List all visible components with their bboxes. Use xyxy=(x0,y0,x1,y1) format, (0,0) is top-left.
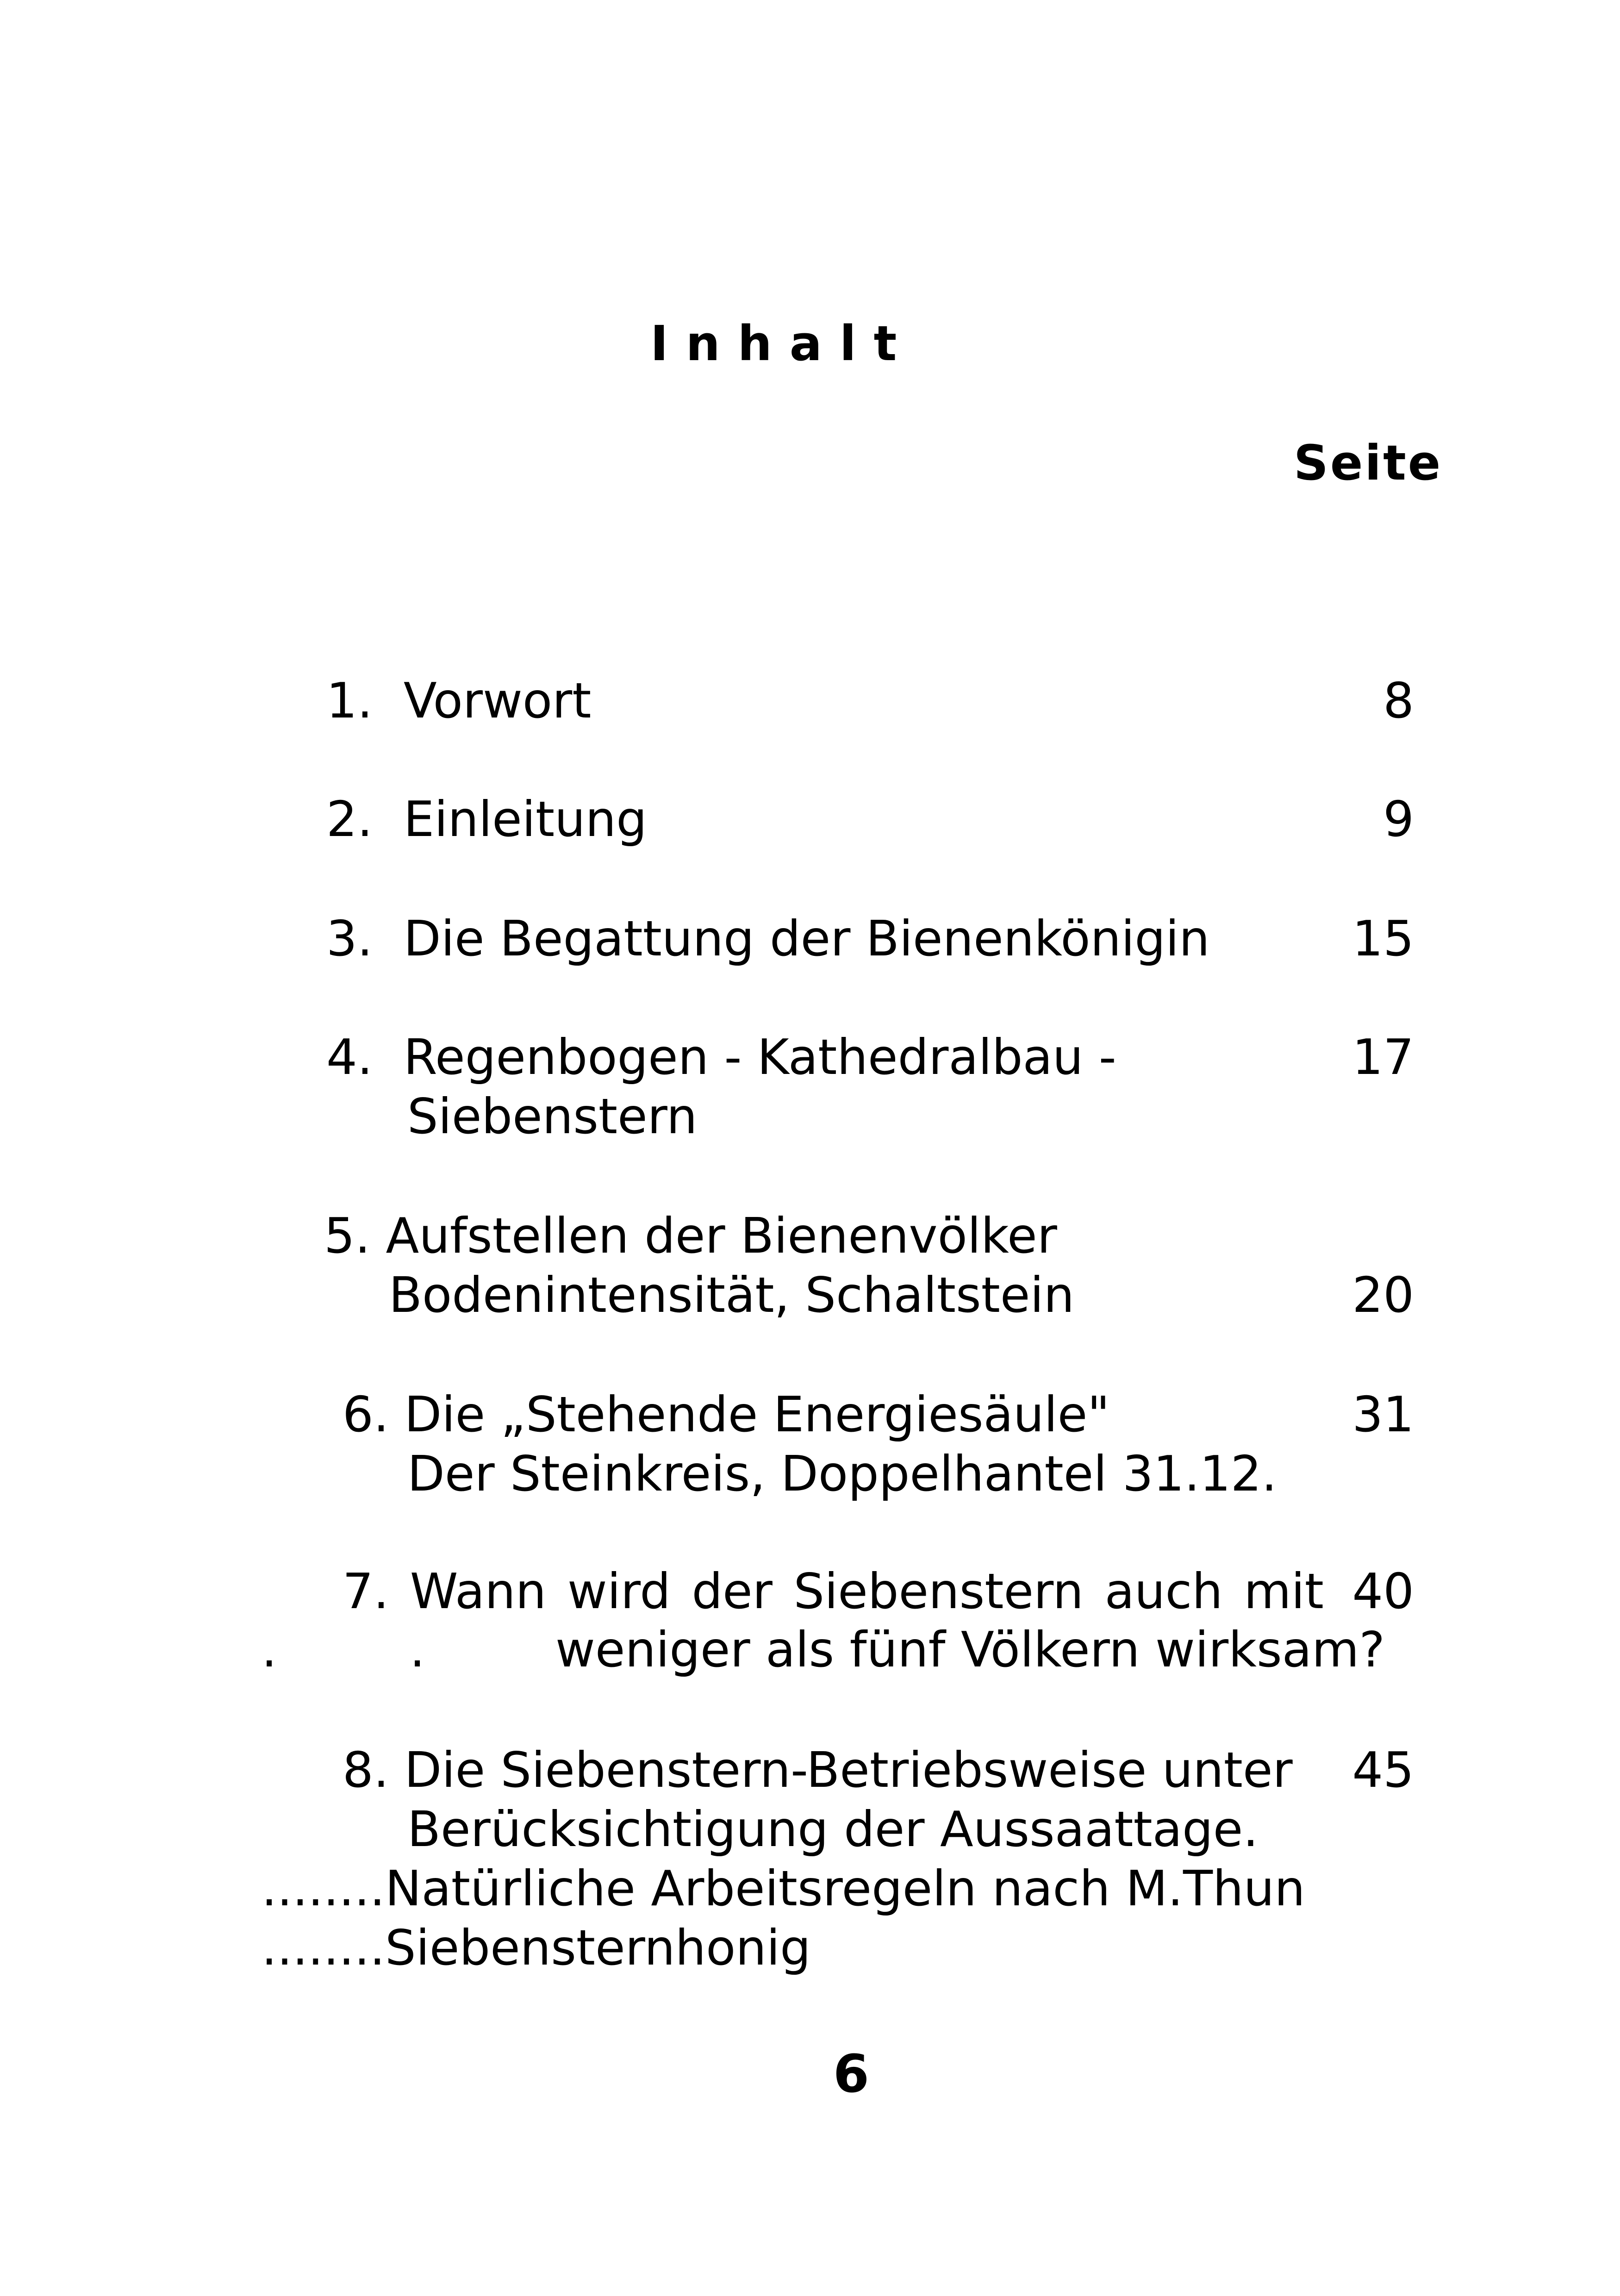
toc-entry-page: 17 xyxy=(1352,1029,1414,1086)
toc-entry-word: 7. xyxy=(343,1563,389,1620)
toc-entry-word: der xyxy=(692,1563,773,1620)
toc-entry-label: 5. Aufstellen der Bienenvölker xyxy=(324,1208,1057,1264)
toc-entry-label: 3. Die Begattung der Bienenkönigin xyxy=(326,911,1210,967)
toc-entry-label: 2. Einleitung xyxy=(326,791,647,848)
toc-entry-page: 45 xyxy=(1352,1742,1414,1798)
toc-entry-continuation: Berücksichtigung der Aussaattage. xyxy=(407,1801,1259,1858)
toc-entry-word: wird xyxy=(567,1563,671,1620)
toc-entry-page: 15 xyxy=(1352,911,1414,967)
toc-entry-label: 4. Regenbogen - Kathedralbau - xyxy=(326,1029,1116,1086)
toc-entry-word: mit xyxy=(1244,1563,1324,1620)
toc-entry-mark: . xyxy=(410,1622,425,1678)
toc-entry-label xyxy=(343,1563,1324,1620)
toc-entry-page: 20 xyxy=(1352,1267,1414,1323)
toc-entry-continuation: Siebenstern xyxy=(407,1088,698,1145)
toc-entry-label: 6. Die „Stehende Energiesäule" xyxy=(343,1386,1110,1443)
page-column-label: Seite xyxy=(1294,435,1443,491)
toc-entry-continuation: Bodenintensität, Schaltstein xyxy=(389,1267,1075,1323)
toc-entry-word: Wann xyxy=(410,1563,547,1620)
toc-entry-subline: ........Natürliche Arbeitsregeln nach M.Thun xyxy=(262,1860,1305,1917)
toc-entry-word: auch xyxy=(1104,1563,1223,1620)
toc-heading: Inhalt xyxy=(650,315,915,372)
toc-entry-continuation: Der Steinkreis, Doppelhantel 31.12. xyxy=(407,1446,1277,1502)
toc-entry-label: 1. Vorwort xyxy=(326,673,592,729)
toc-entry-page: 8 xyxy=(1383,673,1414,729)
toc-entry-page: 40 xyxy=(1352,1563,1414,1620)
toc-entry-continuation: weniger als fünf Völkern wirksam? xyxy=(555,1622,1385,1678)
toc-entry-page: 31 xyxy=(1352,1386,1414,1443)
toc-entry-subline: ........Siebensternhonig xyxy=(262,1920,811,1976)
toc-entry-word: Siebenstern xyxy=(793,1563,1084,1620)
toc-entry-label: 8. Die Siebenstern-Betriebsweise unter xyxy=(343,1742,1293,1798)
toc-entry-page: 9 xyxy=(1383,791,1414,848)
page-number: 6 xyxy=(833,2044,869,2104)
toc-entry-mark: . xyxy=(262,1622,277,1678)
